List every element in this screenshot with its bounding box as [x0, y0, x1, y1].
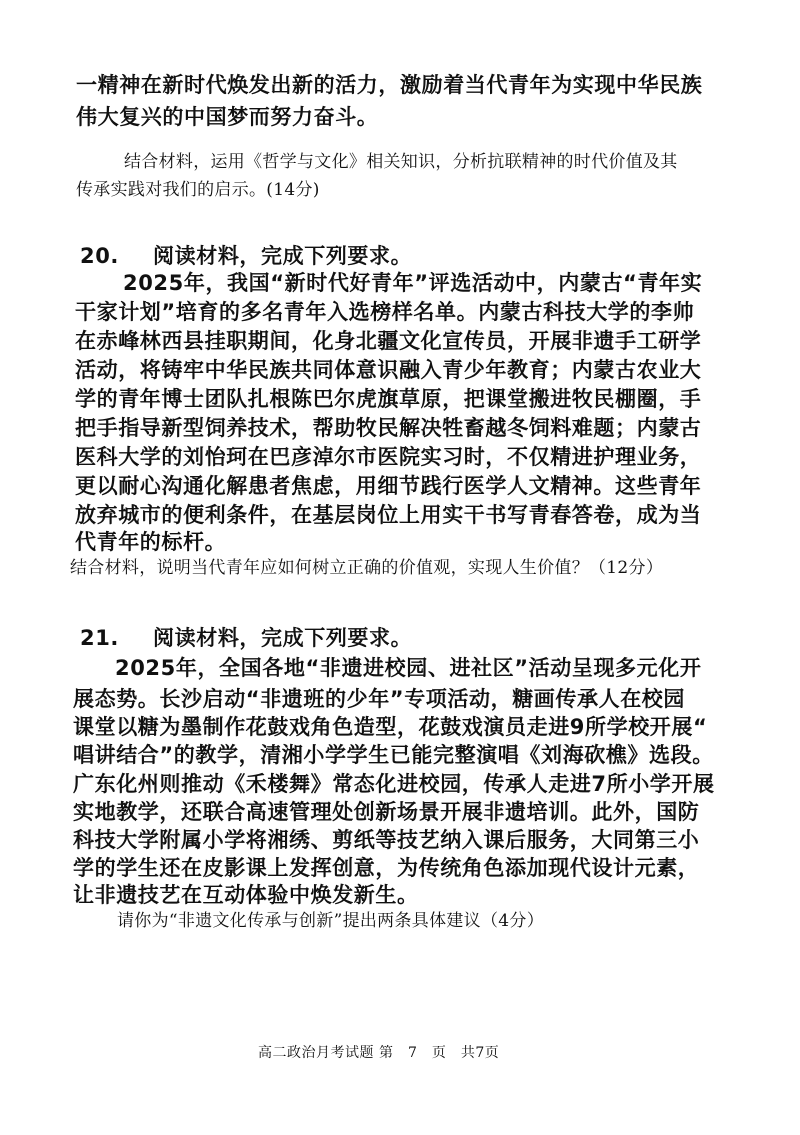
q21-material-line-8: 学的学生还在皮影课上发挥创意，为传统角色添加现代设计元素， [73, 856, 700, 880]
q20-material-line-3: 在赤峰林西县挂职期间，化身北疆文化宣传员，开展非遗手工研学 [75, 329, 702, 353]
q20-material-line-7: 医科大学的刘怡珂在巴彦淖尔市医院实习时，不仅精进护理业务， [75, 445, 702, 469]
q20-material-line-10: 代青年的标杆。 [75, 530, 227, 554]
q20-question: 结合材料，说明当代青年应如何树立正确的价值观，实现人生价值？（12分） [70, 558, 664, 578]
q21-question: 请你为“非遗文化传承与创新”提出两条具体建议（4分） [117, 911, 544, 931]
q20-material-line-5: 学的青年博士团队扎根陈巴尔虎旗草原，把课堂搬进牧民棚圈，手 [75, 387, 702, 411]
intro-question-line-2: 传承实践对我们的启示。(14分) [76, 180, 320, 200]
q20-material-line-8: 更以耐心沟通化解患者焦虑，用细节践行医学人文精神。这些青年 [75, 474, 702, 498]
q20-material-line-9: 放弃城市的便利条件，在基层岗位上用实干书写青春答卷，成为当 [75, 503, 702, 527]
q20-material-line-1: 2025年，我国“新时代好青年”评选活动中，内蒙古“青年实 [123, 271, 703, 295]
q21-heading: 阅读材料，完成下列要求。 [153, 626, 413, 650]
q21-material-line-5: 广东化州则推动《禾楼舞》常态化进校园，传承人走进7所小学开展 [73, 772, 715, 796]
q21-material-line-6: 实地教学，还联合高速管理处创新场景开展非遗培训。此外，国防 [73, 800, 700, 824]
q21-material-line-7: 科技大学附属小学将湘绣、剪纸等技艺纳入课后服务，大同第三小 [73, 828, 700, 852]
q20-header [80, 240, 412, 270]
q20-material-line-2: 干家计划”培育的多名青年入选榜样名单。内蒙古科技大学的李帅 [75, 300, 695, 324]
q20-heading: 阅读材料，完成下列要求。 [153, 244, 413, 268]
q20-material-line-6: 把手指导新型饲养技术，帮助牧民解决牲畜越冬饲料难题；内蒙古 [75, 416, 702, 440]
q21-number: 21. [80, 626, 120, 650]
q21-material-line-9: 让非遗技艺在互动体验中焕发新生。 [73, 883, 419, 907]
q20-number: 20. [80, 244, 120, 268]
page-footer: 高二政治月考试题 第 7 页 共7页 [258, 1045, 500, 1061]
q21-material-line-2: 展态势。长沙启动“非遗班的少年”专项活动，糖画传承人在校园 [73, 687, 686, 711]
q21-header [80, 622, 412, 652]
q21-material-line-4: 唱讲结合”的教学，清湘小学学生已能完整演唱《刘海砍樵》选段。 [73, 743, 714, 767]
intro-line-2: 伟大复兴的中国梦而努力奋斗。 [76, 105, 379, 129]
q20-material-line-4: 活动，将铸牢中华民族共同体意识融入青少年教育；内蒙古农业大 [75, 358, 702, 382]
q21-material-line-3: 课堂以糖为墨制作花鼓戏角色造型，花鼓戏演员走进9所学校开展“ [73, 715, 708, 739]
intro-line-1: 一精神在新时代焕发出新的活力，激励着当代青年为实现中华民族 [76, 73, 703, 97]
intro-question-line-1: 结合材料，运用《哲学与文化》相关知识，分析抗联精神的时代价值及其 [124, 152, 678, 172]
q21-material-line-1: 2025年，全国各地“非遗进校园、进社区”活动呈现多元化开 [115, 656, 702, 680]
